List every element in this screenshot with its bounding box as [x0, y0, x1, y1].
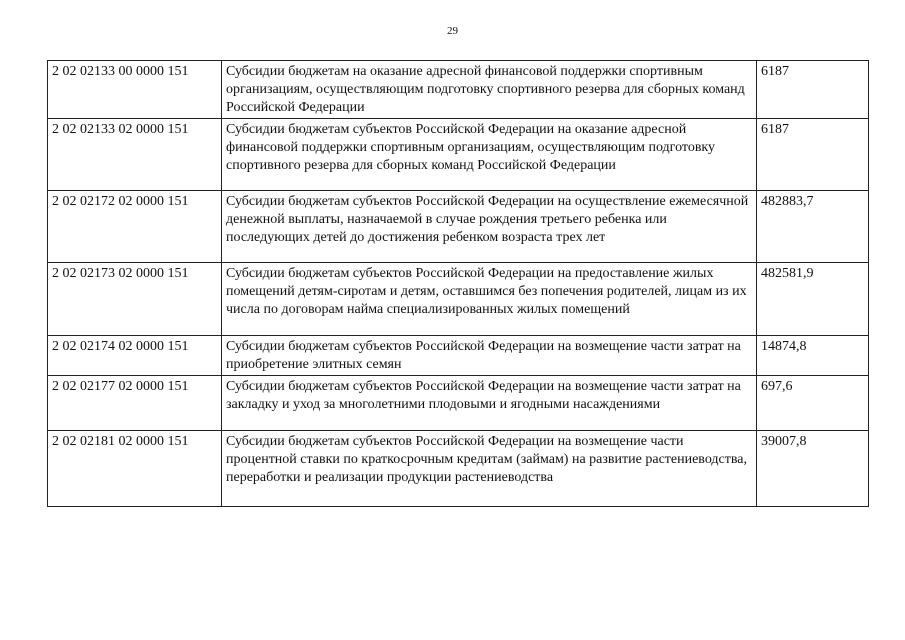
- description-cell: Субсидии бюджетам субъектов Российской Федерации на возмещение части затрат на приобретение элитных семян: [222, 336, 757, 376]
- description-cell: Субсидии бюджетам субъектов Российской Федерации на оказание адресной финансовой поддержки спортивным организациям, осуществляющим подготовку спортивного резерва для сборных команд Российской Федерации: [222, 119, 757, 191]
- budget-code-cell: 2 02 02177 02 0000 151: [48, 376, 222, 431]
- description-cell: Субсидии бюджетам субъектов Российской Федерации на предоставление жилых помещений детям-сиротам и детям, оставшимся без попечения родителей, лицам из их числа по договорам найма специализированных жилых помещений: [222, 263, 757, 336]
- page-number: 29: [447, 25, 458, 37]
- table-row: [48, 376, 869, 431]
- description-cell: Субсидии бюджетам на оказание адресной финансовой поддержки спортивным организациям, осуществляющим подготовку спортивного резерва для сборных команд Российской Федерации: [222, 61, 757, 119]
- amount-cell: 482581,9: [757, 263, 869, 336]
- amount-cell: 14874,8: [757, 336, 869, 376]
- table-row: [48, 431, 869, 507]
- amount-cell: 482883,7: [757, 191, 869, 263]
- budget-code-cell: 2 02 02133 02 0000 151: [48, 119, 222, 191]
- budget-code-cell: 2 02 02133 00 0000 151: [48, 61, 222, 119]
- table-row: [48, 61, 869, 119]
- amount-cell: 697,6: [757, 376, 869, 431]
- description-cell: Субсидии бюджетам субъектов Российской Федерации на осуществление ежемесячной денежной выплаты, назначаемой в случае рождения третьего ребенка или последующих детей до достижения ребенком возраста трех лет: [222, 191, 757, 263]
- table-row: [48, 263, 869, 336]
- description-cell: Субсидии бюджетам субъектов Российской Федерации на возмещение части процентной ставки по краткосрочным кредитам (займам) на развитие растениеводства, переработки и реализации продукции растениеводства: [222, 431, 757, 507]
- budget-code-cell: 2 02 02181 02 0000 151: [48, 431, 222, 507]
- budget-code-cell: 2 02 02173 02 0000 151: [48, 263, 222, 336]
- amount-cell: 6187: [757, 61, 869, 119]
- amount-cell: 39007,8: [757, 431, 869, 507]
- table-row: [48, 191, 869, 263]
- description-cell: Субсидии бюджетам субъектов Российской Федерации на возмещение части затрат на закладку и уход за многолетними плодовыми и ягодными насаждениями: [222, 376, 757, 431]
- budget-classification-table: [47, 60, 869, 507]
- amount-cell: 6187: [757, 119, 869, 191]
- table-row: [48, 336, 869, 376]
- budget-code-cell: 2 02 02172 02 0000 151: [48, 191, 222, 263]
- budget-code-cell: 2 02 02174 02 0000 151: [48, 336, 222, 376]
- table-row: [48, 119, 869, 191]
